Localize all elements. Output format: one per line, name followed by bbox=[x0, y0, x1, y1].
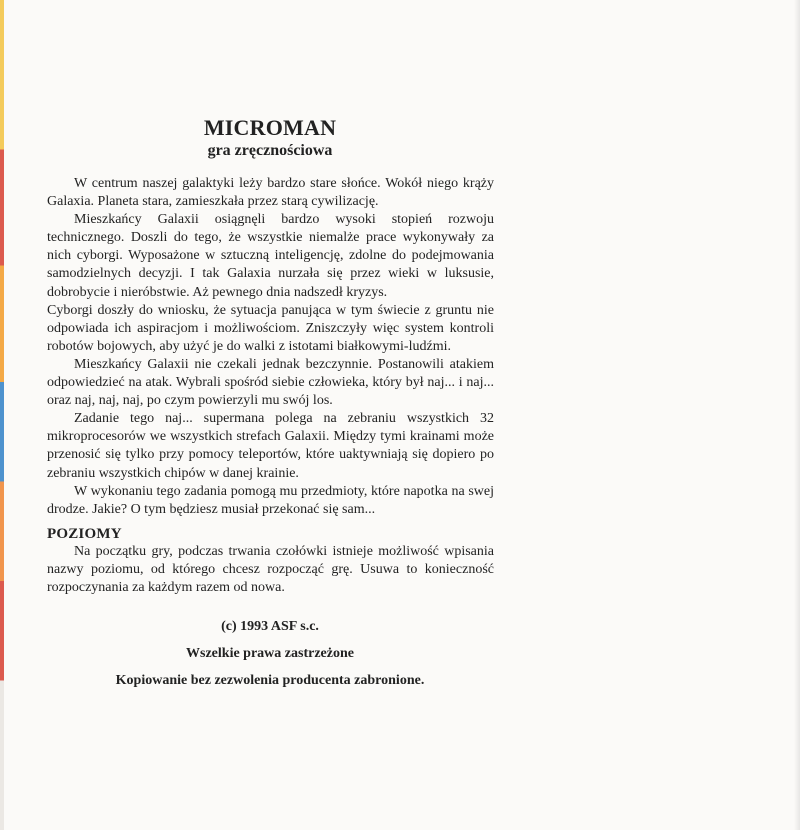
footer bbox=[0, 619, 540, 699]
section-heading: POZIOMY bbox=[47, 525, 122, 542]
paragraph: Cyborgi doszły do wniosku, że sytuacja panująca w tym świecie z gruntu nie odpowiada ich aspiracjom i możliwościom. Zniszczyły więc system kontroli robotów bojowych, aby użyć je do walki z istotami białkowymi-ludźmi. bbox=[47, 302, 494, 354]
paragraph: Zadanie tego naj... supermana polega na zebraniu wszystkich 32 mikroprocesorów we wszystkich strefach Galaxii. Między tymi krainami może przenosić się tylko przy pomocy teleportów, które uaktywniają się dopiero po zebraniu wszystkich chipów w danej krainie. bbox=[47, 411, 494, 481]
page-subtitle: gra zręcznościowa bbox=[207, 142, 333, 159]
paragraph: W centrum naszej galaktyki leży bardzo stare słońce. Wokół niego krąży Galaxia. Planeta stara, zamieszkała przez starą cywilizację. bbox=[47, 176, 494, 210]
paragraph: W wykonaniu tego zadania pomogą mu przedmioty, które napotka na swej drodze. Jakie? O tym będziesz musiał przekonać się sam... bbox=[47, 483, 494, 517]
body-text bbox=[47, 175, 494, 597]
section-paragraph: Na początku gry, podczas trwania czołówki istnieje możliwość wpisania nazwy poziomu, od którego chcesz rozpocząć grę. Usuwa to konieczność rozpoczynania za każdym razem od nowa. bbox=[47, 543, 494, 596]
page-title: MICROMAN bbox=[203, 115, 337, 140]
paragraph: Mieszkańcy Galaxii osiągnęli bardzo wysoki stopień rozwoju technicznego. Doszli do tego, że wszystkie niemalże prace wykonywały za nich cyborgi. Wyposażone w sztuczną inteligencję, zdolne do podejmowania samodzielnych decyzji. I tak Galaxia nurzała się przez wieki w luksusie, dobrobycie i nieróbstwie. Aż pewnego dnia nadszedł kryzys. bbox=[47, 212, 494, 300]
rights-line: Wszelkie prawa zastrzeżone bbox=[186, 645, 354, 661]
copyright-line: (c) 1993 ASF s.c. bbox=[221, 619, 319, 634]
copying-line: Kopiowanie bez zezwolenia producenta zabronione. bbox=[115, 672, 425, 688]
page-edge-shadow bbox=[794, 0, 800, 830]
paragraph: Mieszkańcy Galaxii nie czekali jednak bezczynnie. Postanowili atakiem odpowiedzieć na atak. Wybrali spośród siebie człowieka, który był naj... i naj... oraz naj, naj, naj, po czym powierzyli mu swój los. bbox=[47, 356, 494, 409]
